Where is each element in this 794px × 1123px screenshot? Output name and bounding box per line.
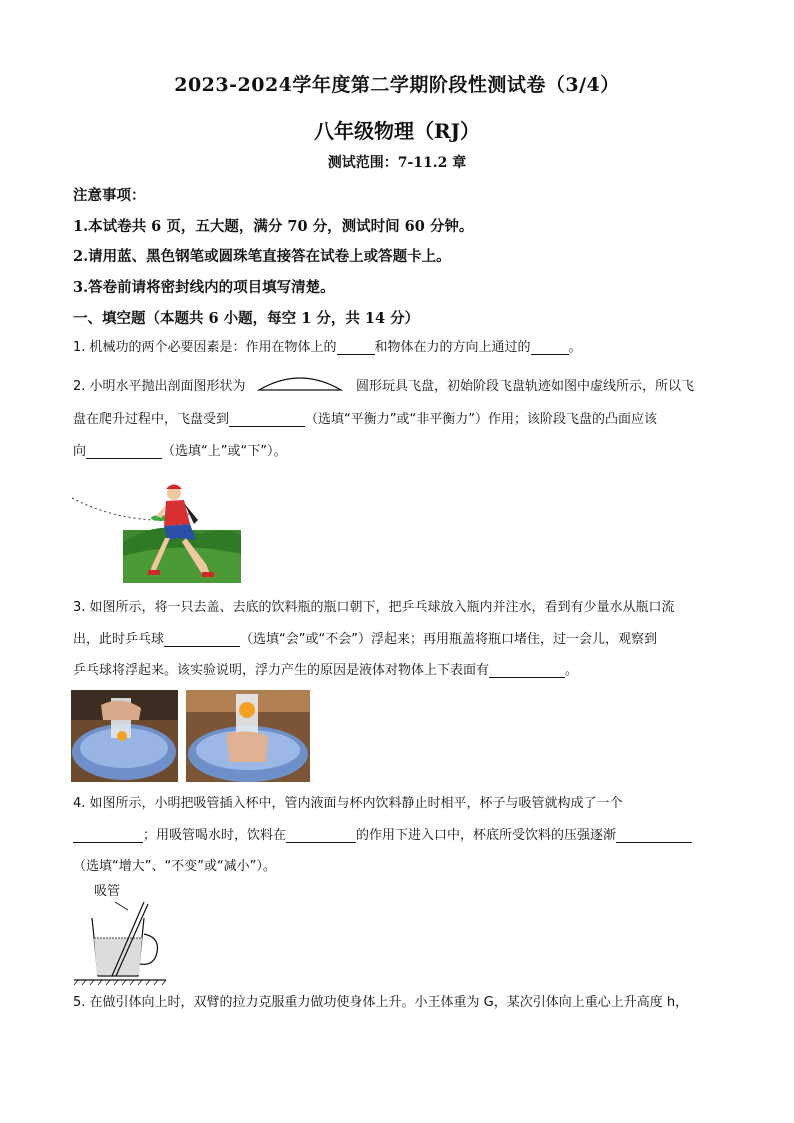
q4-text-l2a: ；用吸管喝水时，饮料在	[143, 828, 287, 843]
q1-text-b: 和物体在力的方向上通过的	[374, 340, 531, 355]
q4-text-l2b: 的作用下进入口中，杯底所受饮料的压强逐渐	[356, 828, 617, 843]
q2-text-l3b: （选填“上”或“下”）。	[162, 444, 287, 459]
q1-blank-2[interactable]	[531, 341, 569, 355]
section-heading: 一、填空题（本题共 6 小题，每空 1 分，共 14 分）	[73, 310, 420, 327]
question-3-line-3	[73, 664, 578, 678]
experiment-photo-1	[71, 690, 178, 782]
q4-blank-3[interactable]	[616, 829, 692, 843]
q3-text-l3a: 乒乓球将浮起来。该实验说明，浮力产生的原因是液体对物体上下表面有	[73, 663, 490, 678]
notes-heading: 注意事项：	[73, 187, 146, 204]
q3-text-l1: 3. 如图所示，将一只去盖、去底的饮料瓶的瓶口朝下，把乒乓球放入瓶内并注水，看到有少量水从瓶口流	[73, 600, 675, 615]
notes-item: 3.答卷前请将密封线内的项目填写清楚。	[73, 279, 335, 296]
frisbee-thrower-figure	[70, 478, 245, 586]
question-4-line-1	[73, 797, 623, 811]
notes-item: 1.本试卷共 6 页，五大题，满分 70 分，测试时间 60 分钟。	[73, 218, 474, 235]
q5-text: 5. 在做引体向上时，双臂的拉力克服重力做功使身体上升。小王体重为 G，某次引体向上重心上升高度 h，	[73, 995, 689, 1010]
frisbee-profile-icon	[257, 370, 343, 394]
question-3-line-2	[73, 633, 657, 647]
q1-blank-1[interactable]	[337, 341, 375, 355]
q3-text-l2b: （选填“会”或“不会”）浮起来；再用瓶盖将瓶口堵住，过一会儿，观察到	[240, 632, 657, 647]
experiment-photo-2	[186, 690, 310, 782]
q4-text-l1: 4. 如图所示，小明把吸管插入杯中，管内液面与杯内饮料静止时相平，杯子与吸管就构成了一个	[73, 796, 623, 811]
q2-text-l1b: 圆形玩具飞盘，初始阶段飞盘轨迹如图中虚线所示，所以飞	[356, 379, 695, 394]
question-4-line-2	[73, 829, 692, 843]
q2-text-l2b: （选填“平衡力”或“非平衡力”）作用；该阶段飞盘的凸面应该	[305, 412, 657, 427]
notes-item: 2.请用蓝、黑色钢笔或圆珠笔直接答在试卷上或答题卡上。	[73, 248, 451, 265]
exam-scope: 测试范围：7-11.2 章	[327, 155, 467, 171]
q1-text-c: 。	[568, 340, 582, 355]
q3-blank-2[interactable]	[489, 664, 565, 678]
exam-subtitle: 八年级物理（RJ）	[313, 119, 481, 143]
question-1	[73, 341, 582, 355]
q2-blank-1[interactable]	[229, 413, 305, 427]
question-2-line-3	[73, 445, 286, 459]
question-5-line-1	[73, 996, 688, 1010]
q2-text-l1a: 2. 小明水平抛出剖面图形状为	[73, 379, 246, 394]
q1-text-a: 1. 机械功的两个必要因素是：作用在物体上的	[73, 340, 337, 355]
cup-straw-figure	[70, 896, 170, 986]
question-4-line-3	[73, 860, 276, 874]
straw-label: 吸管	[94, 884, 121, 899]
q3-blank-1[interactable]	[164, 633, 240, 647]
exam-title: 2023-2024学年度第二学期阶段性测试卷（3/4）	[174, 74, 620, 96]
question-3-line-1	[73, 601, 675, 615]
q3-text-l2a: 出，此时乒乓球	[73, 632, 165, 647]
q4-blank-2[interactable]	[286, 829, 356, 843]
question-2-line-1	[73, 380, 246, 394]
q4-text-l3: （选填“增大”、“不变”或“减小”）。	[73, 859, 276, 874]
q2-text-l3a: 向	[73, 444, 87, 459]
question-2-line-2	[73, 413, 657, 427]
q3-text-l3b: 。	[565, 663, 579, 678]
q2-text-l2a: 盘在爬升过程中，飞盘受到	[73, 412, 230, 427]
q4-blank-1[interactable]	[73, 829, 143, 843]
q2-blank-2[interactable]	[86, 445, 162, 459]
question-2-line-1b	[356, 380, 694, 394]
